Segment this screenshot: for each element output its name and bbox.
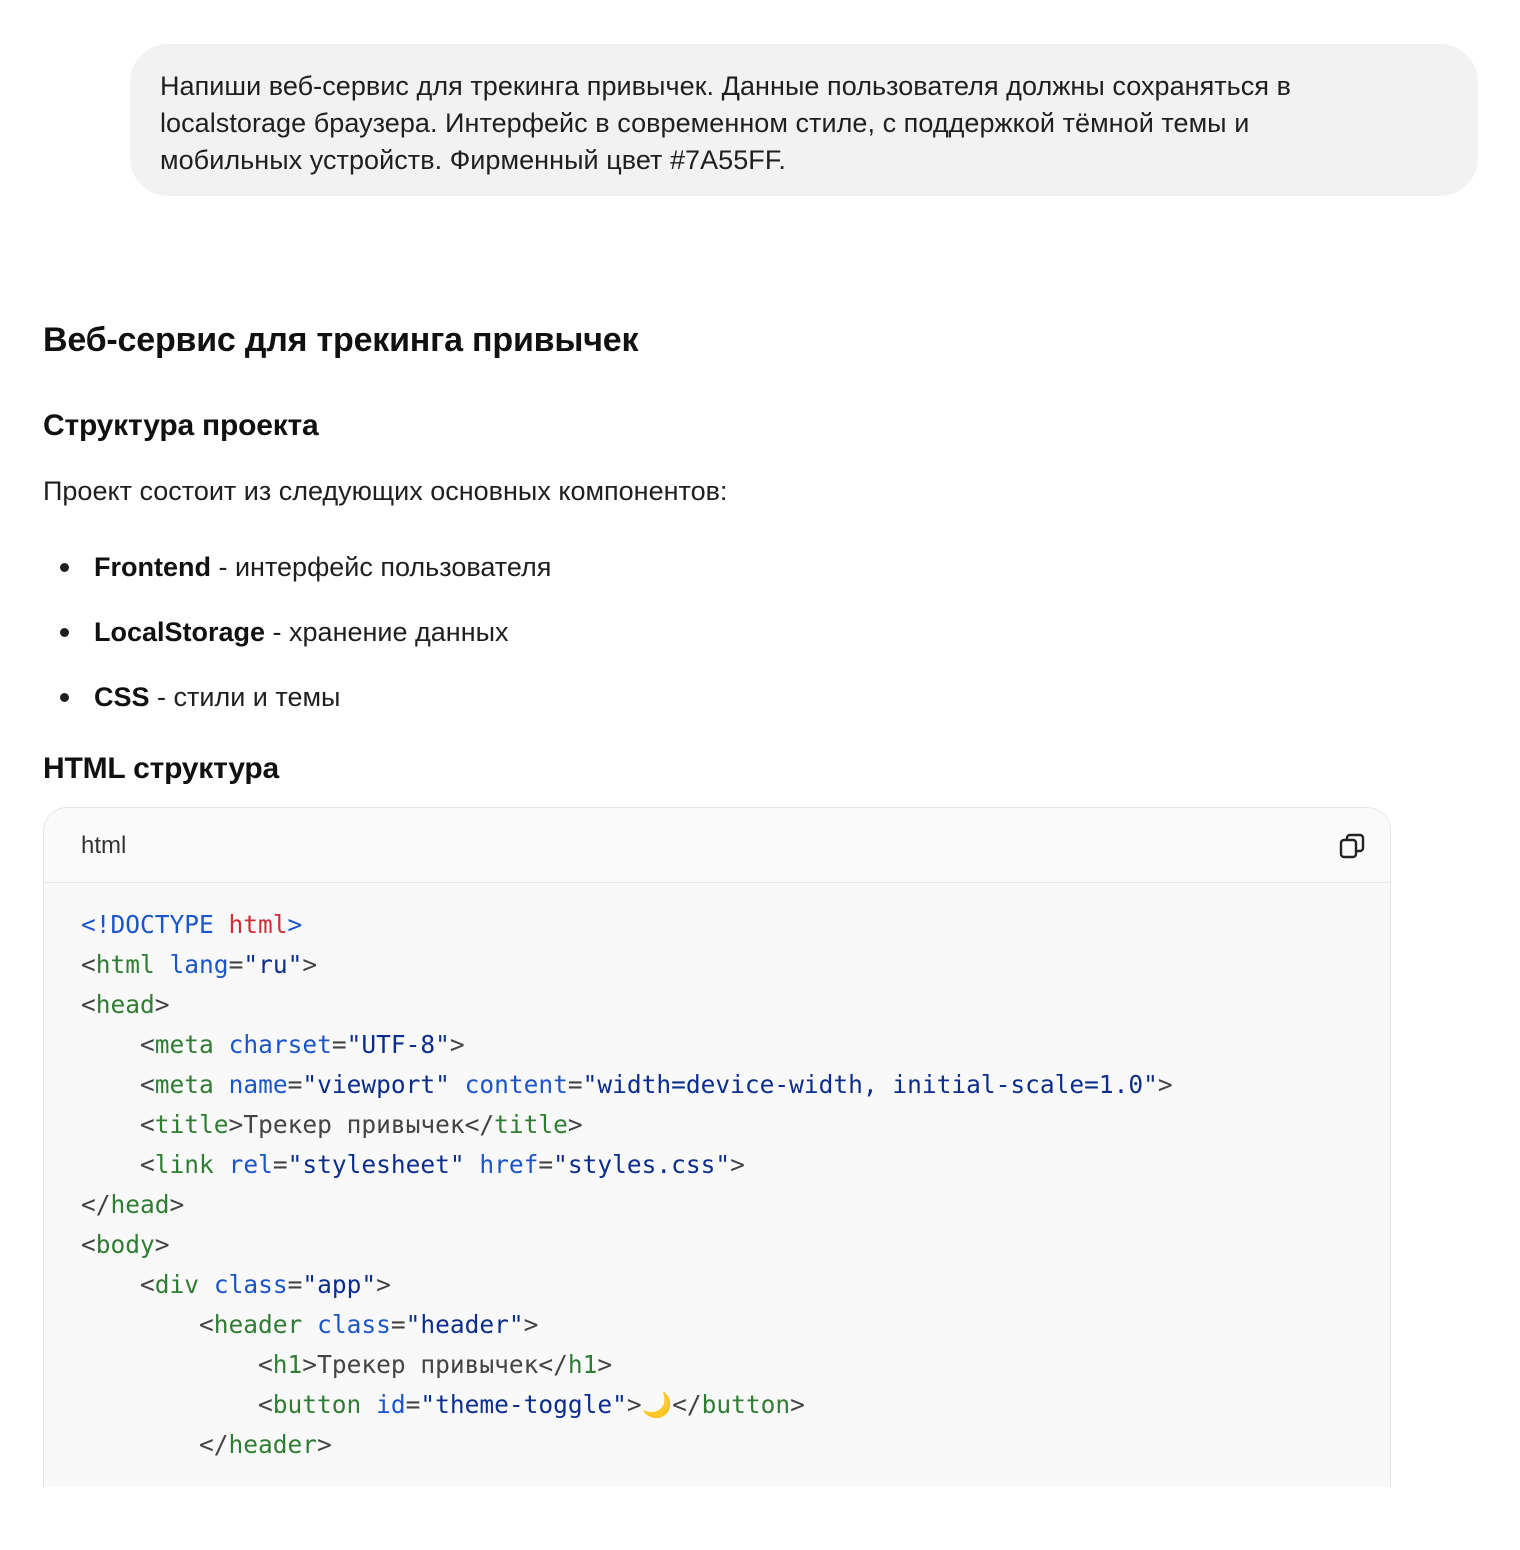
component-name: LocalStorage xyxy=(94,617,266,647)
user-message-line-3: мобильных устройств. Фирменный цвет #7A55FF. xyxy=(160,145,786,175)
list-item xyxy=(43,549,1423,585)
code-content xyxy=(44,883,1390,1465)
code-line-9: <body> xyxy=(81,1230,170,1259)
bullet-icon xyxy=(60,563,69,572)
code-line-1: <!DOCTYPE html> xyxy=(81,910,303,939)
code-line-11: <header class="header"> xyxy=(199,1310,539,1339)
code-language-label: html xyxy=(81,832,127,859)
bullet-icon xyxy=(60,693,69,702)
intro-text: Проект состоит из следующих основных компонентов: xyxy=(43,476,728,506)
list-item xyxy=(43,614,1423,650)
component-desc: - хранение данных xyxy=(265,617,509,647)
code-line-8: </head> xyxy=(81,1190,185,1219)
code-line-5: <meta name="viewport" content="width=device-width, initial-scale=1.0"> xyxy=(140,1070,1173,1099)
html-structure-heading: HTML структура xyxy=(43,752,280,785)
code-line-2: <html lang="ru"> xyxy=(81,950,318,979)
code-line-3: <head> xyxy=(81,990,170,1019)
bullet-icon xyxy=(60,628,69,637)
structure-heading: Структура проекта xyxy=(43,409,319,442)
assistant-answer xyxy=(43,318,1423,1487)
component-desc: - стили и темы xyxy=(149,682,341,712)
user-message-bubble xyxy=(130,44,1478,196)
code-line-6: <title>Трекер привычек</title> xyxy=(140,1110,583,1139)
code-line-10: <div class="app"> xyxy=(140,1270,391,1299)
code-line-12: <h1>Трекер привычек</h1> xyxy=(258,1350,613,1379)
user-message-line-2: localstorage браузера. Интерфейс в современном стиле, с поддержкой тёмной темы и xyxy=(160,108,1250,138)
list-item xyxy=(43,679,1423,715)
code-line-7: <link rel="stylesheet" href="styles.css"> xyxy=(140,1150,745,1179)
component-name: CSS xyxy=(94,682,150,712)
code-block xyxy=(43,807,1391,1487)
code-line-14: </header> xyxy=(199,1430,332,1459)
answer-title: Веб-сервис для трекинга привычек xyxy=(43,321,639,359)
component-desc: - интерфейс пользователя xyxy=(210,552,552,582)
component-name: Frontend xyxy=(94,552,211,582)
code-line-13: <button id="theme-toggle">🌙</button> xyxy=(258,1390,805,1419)
code-line-4: <meta charset="UTF-8"> xyxy=(140,1030,465,1059)
components-list xyxy=(43,549,1423,715)
code-block-header xyxy=(44,808,1390,883)
user-message-line-1: Напиши веб-сервис для трекинга привычек. Данные пользователя должны сохраняться в xyxy=(160,71,1291,101)
copy-icon[interactable] xyxy=(1338,832,1366,860)
